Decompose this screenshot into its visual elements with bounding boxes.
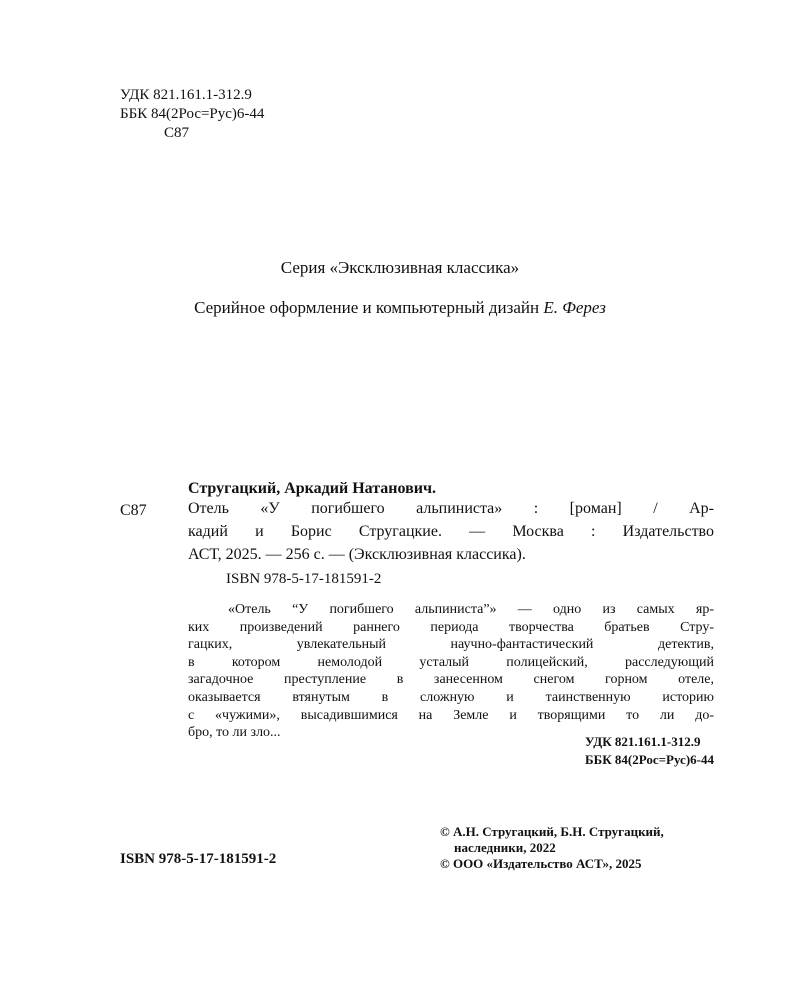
series-line: Серия «Эксклюзивная классика» bbox=[280, 258, 520, 277]
isbn-footer: ISBN 978-5-17-181591-2 bbox=[120, 851, 277, 867]
annotation-line: в котором немолодой усталый полицейский, расследующий bbox=[188, 654, 714, 670]
biblio-line: Отель «У погибшего альпиниста» : [роман] / Ар- bbox=[188, 500, 714, 517]
shelf-mark: С87 bbox=[120, 502, 147, 519]
bbk-code: ББК 84(2Рос=Рус)6-44 bbox=[585, 752, 714, 767]
copyright-authors: © А.Н. Стругацкий, Б.Н. Стругацкий, bbox=[440, 824, 664, 839]
bibliographic-description bbox=[188, 497, 714, 566]
annotation-line: гацких, увлекательный научно-фантастический детектив, bbox=[188, 637, 714, 653]
bbk-code: ББК 84(2Рос=Рус)6-44 bbox=[120, 106, 265, 122]
annotation-line: оказывается втянутым в сложную и таинственную историю bbox=[188, 689, 714, 705]
designer-name: Е. Ферез bbox=[543, 298, 606, 317]
annotation bbox=[188, 601, 714, 742]
annotation-line: бро, то ли зло... bbox=[188, 725, 281, 741]
classification-codes-top bbox=[120, 86, 264, 143]
author-sign: С87 bbox=[164, 125, 190, 141]
design-credit-text: Серийное оформление и компьютерный дизайн bbox=[194, 298, 544, 317]
author-heading: Стругацкий, Аркадий Натанович. bbox=[188, 480, 436, 497]
biblio-line: АСТ, 2025. — 256 с. — (Эксклюзивная классика). bbox=[188, 546, 526, 563]
isbn-catalog: ISBN 978-5-17-181591-2 bbox=[226, 571, 382, 587]
annotation-line: «Отель “У погибшего альпиниста”» — одно из самых яр- bbox=[228, 602, 714, 617]
udk-code: УДК 821.161.1-312.9 bbox=[585, 734, 701, 749]
annotation-line: загадочное преступление в занесенном снегом горном отеле, bbox=[188, 672, 714, 688]
copyright-block bbox=[440, 824, 664, 872]
udk-code: УДК 821.161.1-312.9 bbox=[120, 87, 252, 103]
copyright-publisher: © ООО «Издательство АСТ», 2025 bbox=[440, 856, 642, 871]
annotation-line: ких произведений раннего периода творчества братьев Стру- bbox=[188, 619, 714, 635]
copyright-heirs: наследники, 2022 bbox=[454, 840, 556, 855]
classification-codes-card bbox=[585, 733, 714, 769]
design-credit bbox=[0, 298, 800, 318]
biblio-line: кадий и Борис Стругацкие. — Москва : Издательство bbox=[188, 523, 714, 540]
annotation-line: с «чужими», высадившимися на Земле и творящими то ли до- bbox=[188, 707, 714, 723]
